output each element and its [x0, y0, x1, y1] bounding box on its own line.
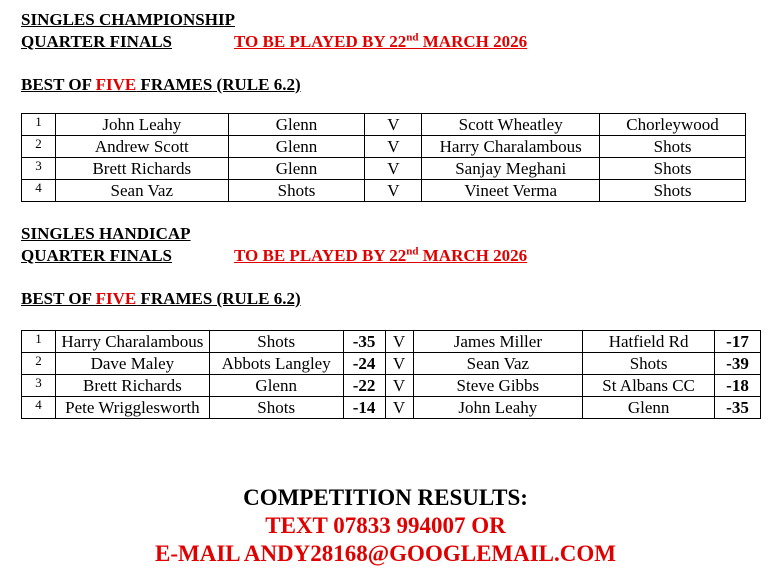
match-number: 3 [22, 375, 56, 397]
table-row [22, 136, 746, 158]
player-two: Scott Wheatley [422, 114, 600, 136]
club-two: Glenn [583, 397, 715, 419]
table-row [22, 397, 761, 419]
player-one: John Leahy [55, 114, 228, 136]
handicap-one: -35 [343, 331, 385, 353]
handicap-one: -22 [343, 375, 385, 397]
club-two: Shots [600, 180, 746, 202]
table-row [22, 114, 746, 136]
club-two: Chorleywood [600, 114, 746, 136]
handicap-two: -39 [715, 353, 761, 375]
club-two: St Albans CC [583, 375, 715, 397]
results-heading: COMPETITION RESULTS: [243, 485, 528, 510]
table-row [22, 353, 761, 375]
club-two: Shots [600, 158, 746, 180]
player-one: Pete Wrigglesworth [55, 397, 209, 419]
club-two: Hatfield Rd [583, 331, 715, 353]
handicap-table [21, 330, 761, 419]
player-one: Dave Maley [55, 353, 209, 375]
handicap-format-rule: (RULE 6.2) [212, 289, 301, 308]
versus: V [385, 375, 413, 397]
championship-format-suffix: FRAMES [136, 75, 213, 94]
handicap-deadline-suffix: MARCH 2026 [418, 246, 528, 265]
championship-deadline-sup: nd [406, 31, 419, 44]
versus: V [365, 114, 422, 136]
club-one: Shots [209, 331, 343, 353]
match-number: 4 [22, 180, 56, 202]
versus: V [385, 397, 413, 419]
handicap-two: -18 [715, 375, 761, 397]
club-one: Shots [228, 180, 365, 202]
handicap-format-highlight: FIVE [95, 289, 137, 308]
handicap-deadline-sup: nd [406, 245, 419, 258]
player-one: Harry Charalambous [55, 331, 209, 353]
club-one: Glenn [228, 114, 365, 136]
championship-deadline [234, 32, 527, 52]
player-two: James Miller [413, 331, 583, 353]
championship-format-rule: (RULE 6.2) [212, 75, 301, 94]
versus: V [385, 331, 413, 353]
versus: V [365, 158, 422, 180]
handicap-deadline [234, 246, 527, 266]
player-one: Brett Richards [55, 158, 228, 180]
player-two: Sanjay Meghani [422, 158, 600, 180]
results-text-line: TEXT 07833 994007 OR [265, 513, 506, 538]
club-two: Shots [583, 353, 715, 375]
club-one: Glenn [228, 136, 365, 158]
club-one: Glenn [209, 375, 343, 397]
championship-format-highlight: FIVE [95, 75, 137, 94]
table-row [22, 180, 746, 202]
handicap-format-prefix: BEST OF [21, 289, 96, 308]
player-two: Harry Charalambous [422, 136, 600, 158]
club-one: Shots [209, 397, 343, 419]
player-two: Steve Gibbs [413, 375, 583, 397]
handicap-deadline-prefix: TO BE PLAYED BY 22 [234, 246, 407, 265]
handicap-one: -14 [343, 397, 385, 419]
match-number: 1 [22, 114, 56, 136]
match-number: 1 [22, 331, 56, 353]
player-one: Brett Richards [55, 375, 209, 397]
results-email-line: E-MAIL ANDY28168@GOOGLEMAIL.COM [155, 541, 616, 566]
championship-deadline-suffix: MARCH 2026 [418, 32, 528, 51]
championship-format-prefix: BEST OF [21, 75, 96, 94]
match-number: 4 [22, 397, 56, 419]
table-row [22, 375, 761, 397]
handicap-format [21, 289, 301, 309]
championship-round: QUARTER FINALS [21, 32, 173, 51]
handicap-round: QUARTER FINALS [21, 246, 173, 265]
player-two: Vineet Verma [422, 180, 600, 202]
club-one: Abbots Langley [209, 353, 343, 375]
table-row [22, 331, 761, 353]
player-two: Sean Vaz [413, 353, 583, 375]
table-row [22, 158, 746, 180]
versus: V [365, 180, 422, 202]
championship-deadline-prefix: TO BE PLAYED BY 22 [234, 32, 407, 51]
versus: V [365, 136, 422, 158]
match-number: 2 [22, 136, 56, 158]
handicap-two: -35 [715, 397, 761, 419]
club-two: Shots [600, 136, 746, 158]
handicap-two: -17 [715, 331, 761, 353]
player-one: Sean Vaz [55, 180, 228, 202]
player-two: John Leahy [413, 397, 583, 419]
player-one: Andrew Scott [55, 136, 228, 158]
handicap-one: -24 [343, 353, 385, 375]
match-number: 3 [22, 158, 56, 180]
championship-table [21, 113, 746, 202]
versus: V [385, 353, 413, 375]
handicap-format-suffix: FRAMES [136, 289, 213, 308]
championship-title: SINGLES CHAMPIONSHIP [21, 10, 235, 29]
match-number: 2 [22, 353, 56, 375]
handicap-title: SINGLES HANDICAP [21, 224, 191, 243]
championship-format [21, 75, 301, 95]
club-one: Glenn [228, 158, 365, 180]
